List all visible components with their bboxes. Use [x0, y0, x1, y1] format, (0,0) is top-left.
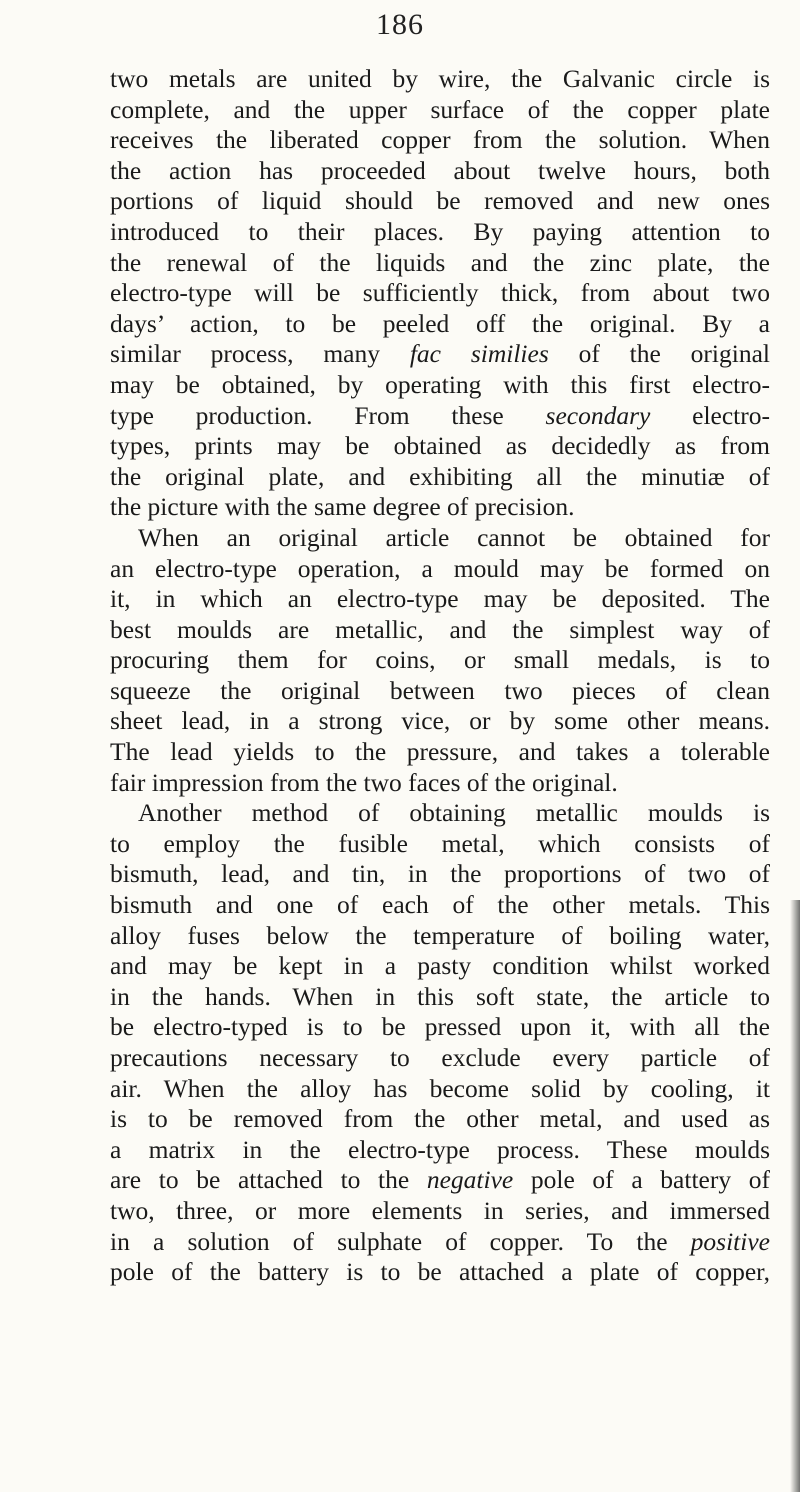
text-run: complete, and the upper surface of the copper plate — [110, 94, 770, 124]
text-run: it, in which an electro-type may be deposited. The — [110, 584, 770, 614]
text-line — [110, 156, 770, 187]
text-line — [110, 890, 770, 921]
text-line — [110, 492, 770, 523]
page-number: 186 — [376, 8, 424, 41]
text-line — [110, 370, 770, 401]
text-line — [110, 1196, 770, 1227]
text-run: be electro-typed is to be pressed upon it, with all the — [110, 1012, 770, 1042]
text-run: may be obtained, by operating with this first electro- — [110, 369, 770, 399]
text-line — [110, 1257, 770, 1288]
text-line — [110, 554, 770, 585]
text-run: introduced to their places. By paying attention to — [110, 216, 770, 246]
text-line — [110, 1043, 770, 1074]
text-line — [110, 982, 770, 1013]
text-line — [110, 309, 770, 340]
italic-text: negative — [426, 1165, 514, 1195]
text-line — [110, 339, 770, 370]
text-line — [110, 1074, 770, 1105]
text-line — [110, 645, 770, 676]
text-run: squeeze the original between two pieces of clean — [110, 675, 770, 705]
text-run: The lead yields to the pressure, and takes a tolerable — [110, 737, 770, 767]
text-run: and may be kept in a pasty condition whilst worked — [110, 951, 770, 981]
text-run: Another method of obtaining metallic moulds is — [138, 798, 770, 828]
text-run: are to be attached to the — [110, 1165, 427, 1195]
text-run: days’ action, to be peeled off the original. By a — [110, 308, 770, 338]
text-line — [110, 706, 770, 737]
italic-text: positive — [690, 1226, 770, 1256]
text-line — [110, 523, 770, 554]
text-line — [110, 737, 770, 768]
text-run: bismuth and one of each of the other metals. This — [110, 890, 770, 920]
text-run: two metals are united by wire, the Galvanic circle is — [110, 64, 770, 93]
text-line — [110, 1104, 770, 1135]
text-line — [110, 584, 770, 615]
text-line — [110, 248, 770, 279]
text-line — [110, 829, 770, 860]
text-run: type production. From these — [110, 400, 546, 430]
text-run: electro-type will be sufficiently thick, from about two — [110, 278, 770, 308]
text-run: procuring them for coins, or small medals, is to — [110, 645, 770, 675]
text-run: pole of the battery is to be attached a plate of copper, — [110, 1257, 770, 1287]
text-line — [110, 951, 770, 982]
text-line — [110, 64, 770, 95]
text-run: electro- — [650, 400, 770, 430]
text-run: in a solution of sulphate of copper. To the — [110, 1226, 691, 1256]
text-line — [110, 615, 770, 646]
italic-text: fac similies — [409, 339, 549, 369]
text-run: precautions necessary to exclude every particle of — [110, 1043, 770, 1072]
text-run: pole of a battery of — [513, 1165, 770, 1195]
text-run: is to be removed from the other metal, and used as — [110, 1104, 770, 1134]
text-line — [110, 1135, 770, 1166]
text-line — [110, 186, 770, 217]
text-line — [110, 217, 770, 248]
text-line — [110, 1012, 770, 1043]
body-text — [110, 64, 770, 1288]
text-run: two, three, or more elements in series, and immersed — [110, 1195, 770, 1225]
text-run: in the hands. When in this soft state, the article to — [110, 981, 770, 1011]
text-run: best moulds are metallic, and the simplest way of — [110, 614, 770, 644]
text-line — [110, 95, 770, 126]
text-line — [110, 431, 770, 462]
page-edge-shadow — [790, 900, 800, 1492]
text-line — [110, 859, 770, 890]
italic-text: secondary — [545, 400, 651, 430]
text-line — [110, 921, 770, 952]
text-run: receives the liberated copper from the solution. When — [110, 125, 770, 155]
text-run: the renewal of the liquids and the zinc plate, the — [110, 247, 770, 277]
text-run: the picture with the same degree of precision. — [110, 492, 575, 522]
text-line — [110, 1165, 770, 1196]
text-line — [110, 125, 770, 156]
text-line — [110, 1227, 770, 1258]
text-run: bismuth, lead, and tin, in the proportions of two of — [110, 859, 770, 889]
text-run: a matrix in the electro-type process. These moulds — [110, 1134, 770, 1164]
text-line — [110, 462, 770, 493]
text-run: of the original — [548, 339, 770, 369]
text-run: types, prints may be obtained as decidedly as from — [110, 431, 770, 461]
text-run: sheet lead, in a strong vice, or by some other means. — [110, 706, 770, 736]
text-line — [110, 401, 770, 432]
text-run: an electro-type operation, a mould may be formed on — [110, 553, 770, 583]
text-line — [110, 798, 770, 829]
text-line — [110, 278, 770, 309]
text-run: to employ the fusible metal, which consists of — [110, 828, 770, 858]
text-run: similar process, many — [110, 339, 410, 369]
text-run: fair impression from the two faces of the original. — [110, 767, 618, 797]
text-run: alloy fuses below the temperature of boiling water, — [110, 920, 770, 950]
text-run: When an original article cannot be obtained for — [138, 522, 770, 552]
text-run: portions of liquid should be removed and new ones — [110, 186, 770, 216]
text-run: air. When the alloy has become solid by cooling, it — [110, 1073, 770, 1103]
text-line — [110, 676, 770, 707]
text-run: the original plate, and exhibiting all the minutiæ of — [110, 461, 770, 491]
text-run: the action has proceeded about twelve hours, both — [110, 155, 770, 185]
text-line — [110, 768, 770, 799]
